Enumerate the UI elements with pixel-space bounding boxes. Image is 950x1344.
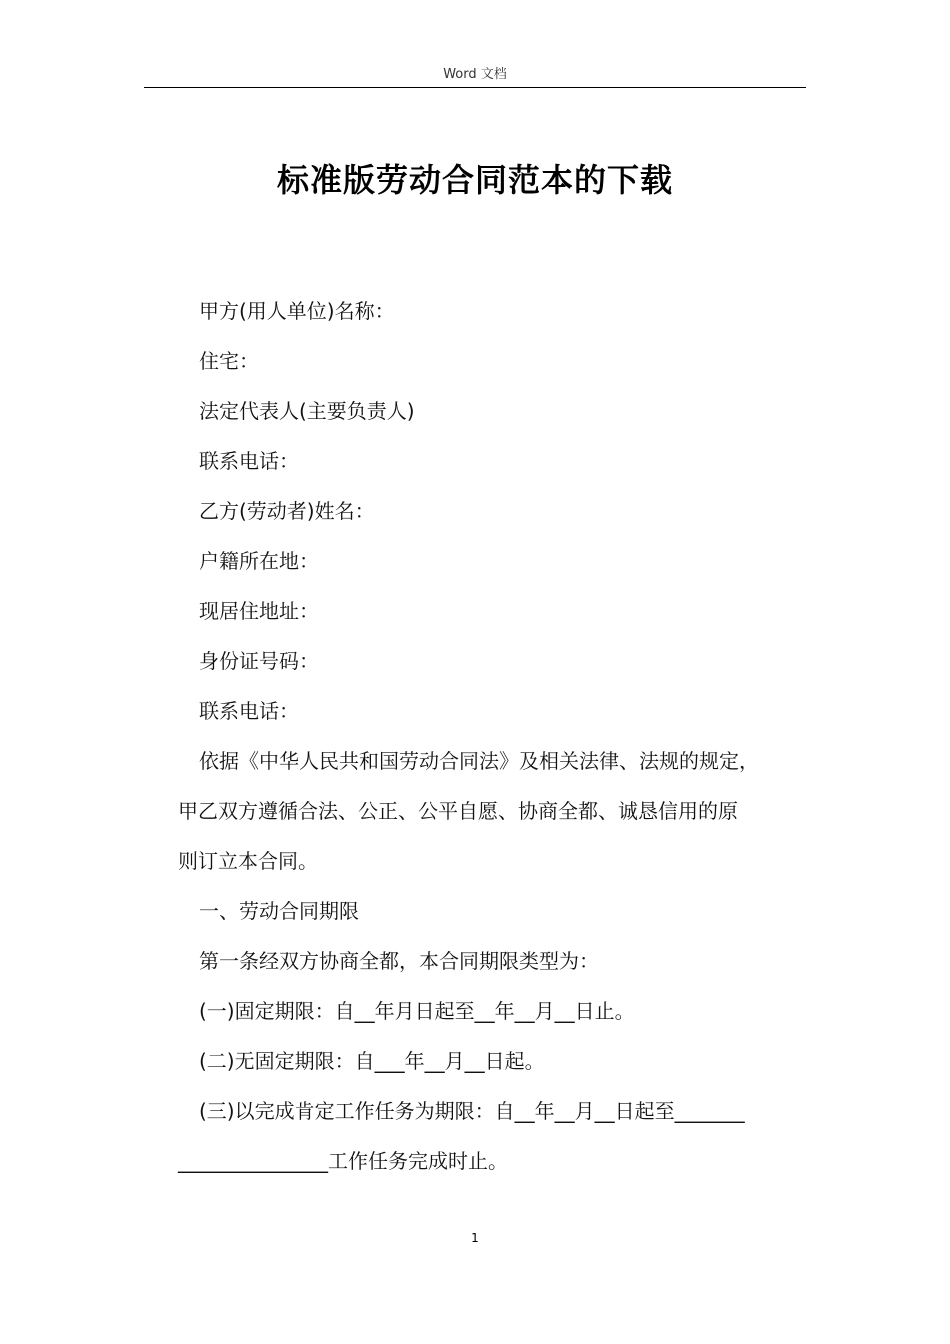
preamble-line-1: 依据《中华人民共和国劳动合同法》及相关法律、法规的规定， <box>199 749 759 773</box>
fixed-term-line: (一)固定期限：自__年月日起至__年__月__日止。 <box>199 999 635 1023</box>
household-registration-line: 户籍所在地： <box>199 549 319 573</box>
document-title: 标准版劳动合同范本的下载 <box>276 161 673 199</box>
id-number-line: 身份证号码： <box>199 649 319 673</box>
document-body <box>178 286 818 1186</box>
preamble-line-2: 甲乙双方遵循合法、公正、公平自愿、协商全都、诚恳信用的原 <box>178 799 738 823</box>
employer-phone-line: 联系电话： <box>199 449 299 473</box>
employee-phone-line: 联系电话： <box>199 699 299 723</box>
section-heading-contract-term: 一、劳动合同期限 <box>199 899 359 923</box>
page-number: 1 <box>471 1231 479 1245</box>
current-address-line: 现居住地址： <box>199 599 319 623</box>
preamble-line-3: 则订立本合同。 <box>178 849 318 873</box>
employee-name-line: 乙方(劳动者)姓名： <box>199 499 375 523</box>
legal-representative-line: 法定代表人(主要负责人) <box>199 399 415 423</box>
page-header: Word 文档 <box>443 67 507 82</box>
employer-address-line: 住宅： <box>199 349 259 373</box>
task-based-term-line-2: _______________工作任务完成时止。 <box>178 1149 508 1173</box>
article-one-line: 第一条经双方协商全都，本合同期限类型为： <box>199 949 599 973</box>
employer-name-line: 甲方(用人单位)名称： <box>199 299 395 323</box>
task-based-term-line-1: (三)以完成肯定工作任务为期限：自__年__月__日起至_______ <box>199 1099 745 1123</box>
open-ended-term-line: (二)无固定期限：自___年__月__日起。 <box>199 1049 545 1073</box>
header-divider <box>144 87 806 88</box>
